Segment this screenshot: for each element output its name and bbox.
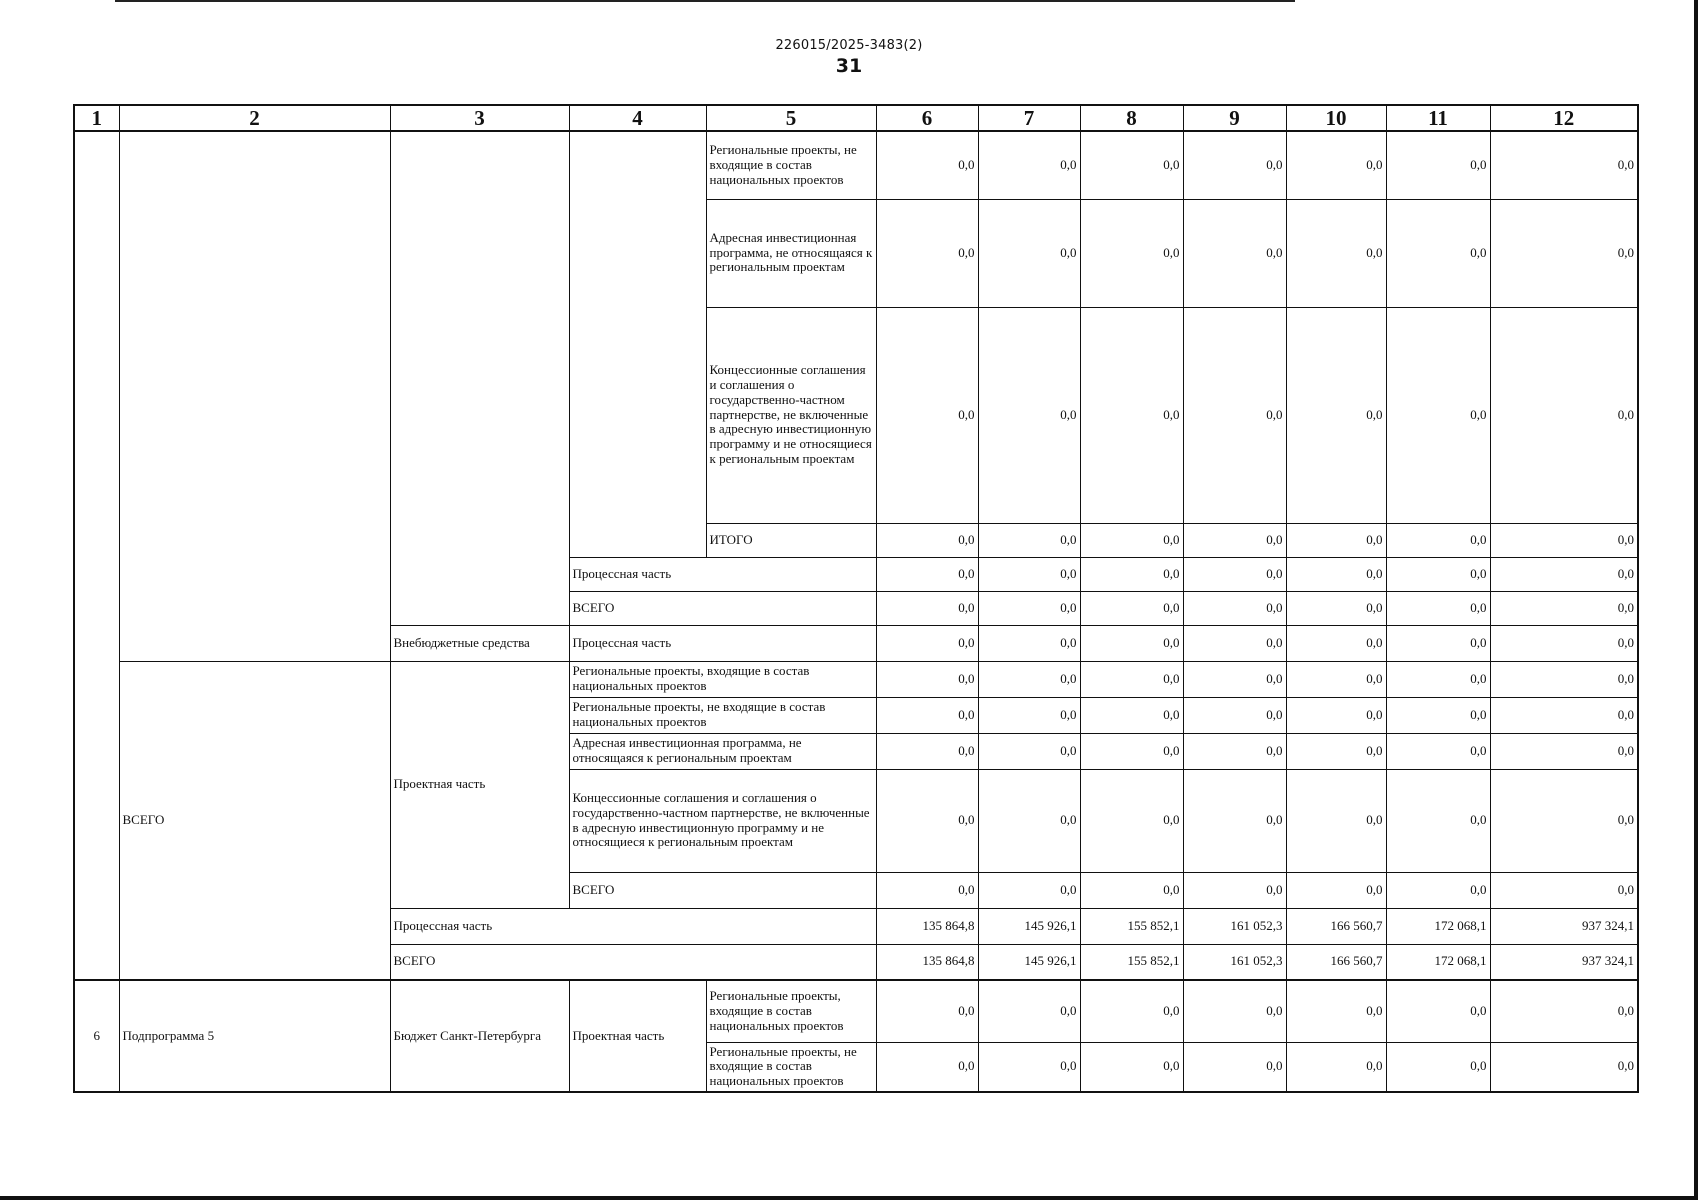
- value-cell: 0,0: [1183, 661, 1286, 697]
- value-cell: 0,0: [1490, 625, 1638, 661]
- row-label: Региональные проекты, не входящие в состав национальных проектов: [706, 1042, 876, 1092]
- value-cell: 0,0: [876, 697, 978, 733]
- row-label: Региональные проекты, входящие в состав национальных проектов: [569, 661, 876, 697]
- row-label: Адресная инвестиционная программа, не относящаяся к региональным проектам: [569, 733, 876, 769]
- scan-edge-bottom: [0, 1196, 1698, 1200]
- value-cell: 161 052,3: [1183, 944, 1286, 980]
- value-cell: 0,0: [1490, 557, 1638, 591]
- table-row: [74, 980, 1638, 1042]
- value-cell: 0,0: [978, 661, 1080, 697]
- column-header: 3: [390, 105, 569, 131]
- row-label: Процессная часть: [569, 625, 876, 661]
- value-cell: 0,0: [1386, 523, 1490, 557]
- value-cell: 0,0: [1183, 1042, 1286, 1092]
- value-cell: 0,0: [978, 697, 1080, 733]
- value-cell: 0,0: [1080, 872, 1183, 908]
- value-cell: 0,0: [876, 872, 978, 908]
- value-cell: 0,0: [978, 872, 1080, 908]
- value-cell: 0,0: [1286, 769, 1386, 872]
- value-cell: 0,0: [1183, 557, 1286, 591]
- value-cell: 937 324,1: [1490, 908, 1638, 944]
- value-cell: 0,0: [1490, 980, 1638, 1042]
- row-label: Процессная часть: [569, 557, 876, 591]
- value-cell: 0,0: [1386, 661, 1490, 697]
- value-cell: 0,0: [876, 661, 978, 697]
- row-label: Региональные проекты, не входящие в состав национальных проектов: [706, 131, 876, 199]
- value-cell: 0,0: [978, 1042, 1080, 1092]
- column-header: 4: [569, 105, 706, 131]
- value-cell: 0,0: [1490, 523, 1638, 557]
- value-cell: 0,0: [1286, 523, 1386, 557]
- value-cell: 0,0: [1286, 1042, 1386, 1092]
- value-cell: 0,0: [1490, 733, 1638, 769]
- value-cell: 0,0: [1080, 131, 1183, 199]
- column-header: 7: [978, 105, 1080, 131]
- column-header: 6: [876, 105, 978, 131]
- value-cell: 0,0: [1286, 307, 1386, 523]
- row-label: ИТОГО: [706, 523, 876, 557]
- value-cell: 0,0: [1080, 557, 1183, 591]
- value-cell: 0,0: [1286, 625, 1386, 661]
- value-cell: 0,0: [1286, 733, 1386, 769]
- row-label: Концессионные соглашения и соглашения о государственно-частном партнерстве, не включенные в адресную инвестиционную программу и не относящиеся к региональным проектам: [569, 769, 876, 872]
- row-label: Проектная часть: [390, 661, 569, 908]
- header-row: [74, 105, 1638, 131]
- value-cell: 0,0: [1286, 697, 1386, 733]
- value-cell: 0,0: [1183, 625, 1286, 661]
- value-cell: 0,0: [1080, 980, 1183, 1042]
- row-label: Адресная инвестиционная программа, не относящаяся к региональным проектам: [706, 199, 876, 307]
- subprogram-name: Подпрограмма 5: [119, 980, 390, 1092]
- value-cell: 0,0: [1183, 769, 1286, 872]
- value-cell: 0,0: [876, 199, 978, 307]
- row-number-cell: [74, 131, 119, 980]
- value-cell: 135 864,8: [876, 944, 978, 980]
- value-cell: 0,0: [876, 980, 978, 1042]
- value-cell: 0,0: [1080, 199, 1183, 307]
- value-cell: 0,0: [1386, 980, 1490, 1042]
- value-cell: 0,0: [1386, 591, 1490, 625]
- column-header: 8: [1080, 105, 1183, 131]
- value-cell: 0,0: [978, 131, 1080, 199]
- value-cell: 0,0: [876, 591, 978, 625]
- value-cell: 0,0: [1386, 733, 1490, 769]
- value-cell: 0,0: [978, 769, 1080, 872]
- value-cell: 0,0: [1080, 661, 1183, 697]
- value-cell: 0,0: [876, 523, 978, 557]
- value-cell: 0,0: [978, 523, 1080, 557]
- value-cell: 166 560,7: [1286, 944, 1386, 980]
- value-cell: 0,0: [1080, 625, 1183, 661]
- value-cell: 937 324,1: [1490, 944, 1638, 980]
- value-cell: 0,0: [1386, 625, 1490, 661]
- value-cell: 0,0: [1183, 523, 1286, 557]
- row-label: ВСЕГО: [569, 591, 876, 625]
- value-cell: 0,0: [1080, 591, 1183, 625]
- value-cell: 0,0: [1183, 307, 1286, 523]
- table-row: [74, 661, 1638, 697]
- row-label: Региональные проекты, не входящие в состав национальных проектов: [569, 697, 876, 733]
- value-cell: 0,0: [1386, 697, 1490, 733]
- value-cell: 0,0: [1183, 872, 1286, 908]
- value-cell: 0,0: [1286, 872, 1386, 908]
- value-cell: 0,0: [978, 980, 1080, 1042]
- scan-edge-right: [1694, 0, 1698, 1200]
- value-cell: 0,0: [1183, 697, 1286, 733]
- value-cell: 161 052,3: [1183, 908, 1286, 944]
- value-cell: 0,0: [876, 307, 978, 523]
- value-cell: 155 852,1: [1080, 908, 1183, 944]
- value-cell: 0,0: [978, 199, 1080, 307]
- value-cell: 0,0: [1183, 131, 1286, 199]
- value-cell: 0,0: [1286, 199, 1386, 307]
- row-label: Региональные проекты, входящие в состав национальных проектов: [706, 980, 876, 1042]
- row-label: Проектная часть: [569, 980, 706, 1092]
- value-cell: 172 068,1: [1386, 908, 1490, 944]
- value-cell: 0,0: [1386, 307, 1490, 523]
- value-cell: 0,0: [876, 625, 978, 661]
- row-label: Процессная часть: [390, 908, 876, 944]
- value-cell: 0,0: [978, 591, 1080, 625]
- value-cell: 0,0: [1490, 769, 1638, 872]
- value-cell: 0,0: [978, 733, 1080, 769]
- value-cell: 0,0: [1183, 199, 1286, 307]
- scan-edge-top: [115, 0, 1295, 2]
- value-cell: 0,0: [1080, 769, 1183, 872]
- value-cell: 0,0: [1386, 1042, 1490, 1092]
- value-cell: 0,0: [1386, 872, 1490, 908]
- value-cell: 0,0: [1183, 980, 1286, 1042]
- row-label: Внебюджетные средства: [390, 625, 569, 661]
- value-cell: 145 926,1: [978, 944, 1080, 980]
- column-header: 9: [1183, 105, 1286, 131]
- row-label: ВСЕГО: [390, 944, 876, 980]
- value-cell: 0,0: [1080, 523, 1183, 557]
- column-header: 1: [74, 105, 119, 131]
- row-number-cell: 6: [74, 980, 119, 1092]
- value-cell: 172 068,1: [1386, 944, 1490, 980]
- value-cell: 0,0: [1386, 769, 1490, 872]
- value-cell: 0,0: [1286, 131, 1386, 199]
- value-cell: 0,0: [876, 131, 978, 199]
- value-cell: 0,0: [1080, 697, 1183, 733]
- value-cell: 0,0: [1183, 591, 1286, 625]
- value-cell: 0,0: [1080, 307, 1183, 523]
- value-cell: 0,0: [1490, 131, 1638, 199]
- value-cell: 0,0: [876, 733, 978, 769]
- part-cell: [569, 131, 706, 557]
- value-cell: 0,0: [876, 557, 978, 591]
- value-cell: 0,0: [1080, 733, 1183, 769]
- doc-number: 226015/2025-3483(2): [775, 38, 923, 53]
- row-label: ВСЕГО: [569, 872, 876, 908]
- page-number: 31: [835, 55, 863, 77]
- value-cell: 0,0: [1490, 661, 1638, 697]
- value-cell: 145 926,1: [978, 908, 1080, 944]
- budget-table: [73, 104, 1639, 1093]
- value-cell: 0,0: [876, 769, 978, 872]
- value-cell: 0,0: [1386, 199, 1490, 307]
- column-header: 11: [1386, 105, 1490, 131]
- table-row: [74, 131, 1638, 199]
- value-cell: 135 864,8: [876, 908, 978, 944]
- value-cell: 0,0: [1490, 307, 1638, 523]
- column-header: 2: [119, 105, 390, 131]
- row-label: ВСЕГО: [119, 661, 390, 980]
- value-cell: 0,0: [876, 1042, 978, 1092]
- value-cell: 0,0: [1286, 980, 1386, 1042]
- value-cell: 166 560,7: [1286, 908, 1386, 944]
- value-cell: 0,0: [1183, 733, 1286, 769]
- value-cell: 0,0: [1490, 199, 1638, 307]
- value-cell: 0,0: [1490, 1042, 1638, 1092]
- column-header: 10: [1286, 105, 1386, 131]
- column-header: 5: [706, 105, 876, 131]
- row-label: Концессионные соглашения и соглашения о государственно-частном партнерстве, не включенные в адресную инвестиционную программу и не относящиеся к региональным проектам: [706, 307, 876, 523]
- source-cell: [390, 131, 569, 625]
- value-cell: 0,0: [1386, 131, 1490, 199]
- value-cell: 0,0: [1490, 591, 1638, 625]
- value-cell: 0,0: [1386, 557, 1490, 591]
- column-header: 12: [1490, 105, 1638, 131]
- value-cell: 0,0: [1286, 591, 1386, 625]
- value-cell: 155 852,1: [1080, 944, 1183, 980]
- value-cell: 0,0: [1490, 697, 1638, 733]
- value-cell: 0,0: [1286, 661, 1386, 697]
- value-cell: 0,0: [1490, 872, 1638, 908]
- value-cell: 0,0: [978, 625, 1080, 661]
- program-name-cell: [119, 131, 390, 661]
- value-cell: 0,0: [978, 557, 1080, 591]
- value-cell: 0,0: [1080, 1042, 1183, 1092]
- value-cell: 0,0: [1286, 557, 1386, 591]
- funding-source: Бюджет Санкт-Петербурга: [390, 980, 569, 1092]
- value-cell: 0,0: [978, 307, 1080, 523]
